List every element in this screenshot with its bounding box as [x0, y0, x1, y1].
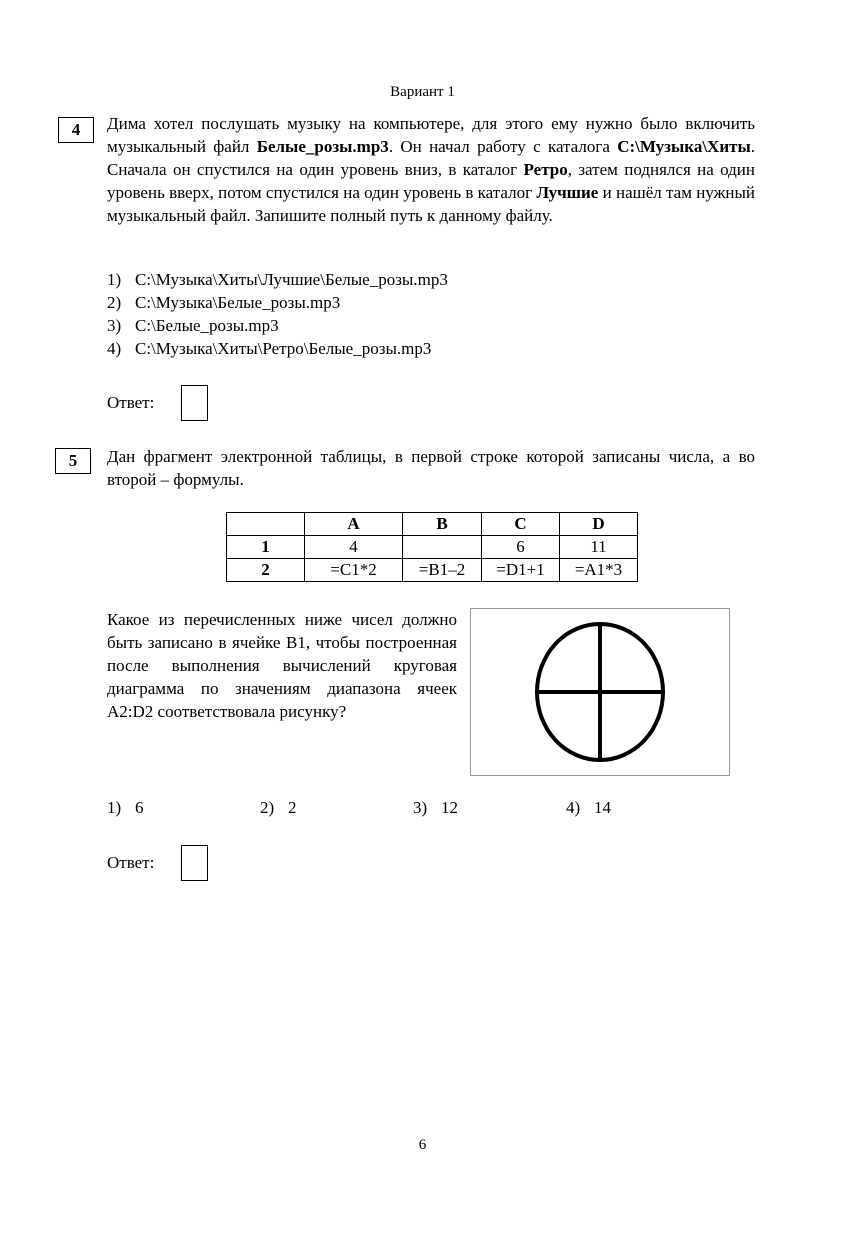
q4-filename: Белые_розы.mp3: [256, 137, 389, 156]
option-number: 4): [107, 339, 122, 358]
q4-text-part: и нашёл там нужный музыкальный файл. Запишите полный путь к данному файлу.: [107, 183, 755, 225]
table-header-row: [227, 513, 638, 536]
cell-b2: =B1–2: [403, 559, 482, 582]
q5-answer-label: Ответ:: [107, 853, 155, 872]
option-text: 14: [594, 798, 611, 817]
option-text: C:\Белые_розы.mp3: [135, 316, 279, 335]
q4-text-part: . Он начал работу с каталога: [388, 137, 618, 156]
q4-option-3: [107, 314, 279, 337]
q5-answer-box[interactable]: [181, 845, 208, 881]
cell-c1: 6: [482, 536, 560, 559]
q4-option-4: [107, 337, 431, 360]
question-number-5: 5: [55, 448, 91, 474]
cell-a2: =C1*2: [305, 559, 403, 582]
column-header-d: D: [560, 513, 638, 536]
table-row: [227, 536, 638, 559]
row-header-2: 2: [227, 559, 305, 582]
q4-start-directory: C:\Музыка\Хиты: [617, 137, 751, 156]
question-number-4: 4: [58, 117, 94, 143]
page-header-variant: Вариант 1: [390, 84, 455, 100]
q5-option-1: [107, 798, 144, 818]
pie-chart: [471, 609, 729, 775]
option-text: 12: [441, 798, 458, 817]
column-header-c: C: [482, 513, 560, 536]
q4-directory-best: Лучшие: [536, 183, 599, 202]
q4-directory-retro: Ретро: [523, 160, 568, 179]
option-number: 3): [107, 316, 122, 335]
option-number: 1): [107, 798, 122, 817]
table-row: [227, 559, 638, 582]
cell-c2: =D1+1: [482, 559, 560, 582]
pie-chart-frame: [470, 608, 730, 776]
cell-b1: [403, 536, 482, 559]
q4-text-part: , затем поднялся на один уровень вверх, потом спустился на один уровень в каталог: [107, 160, 755, 202]
q4-text-part: Дима хотел послушать музыку на компьютере, для этого ему нужно было включить музыкальный файл: [107, 114, 755, 156]
q5-option-3: [413, 798, 458, 818]
page-number: 6: [418, 1137, 427, 1153]
option-text: C:\Музыка\Хиты\Ретро\Белые_розы.mp3: [135, 339, 432, 358]
spreadsheet-fragment: [226, 512, 638, 582]
column-header-b: B: [403, 513, 482, 536]
q5-option-2: [260, 798, 297, 818]
q4-option-2: [107, 291, 340, 314]
option-number: 2): [107, 293, 122, 312]
corner-cell: [227, 513, 305, 536]
option-number: 4): [566, 798, 581, 817]
question-5-intro: Дан фрагмент электронной таблицы, в первой строке которой записаны числа, а во второй – формулы.: [107, 447, 755, 489]
cell-d2: =A1*3: [560, 559, 638, 582]
row-header-1: 1: [227, 536, 305, 559]
q5-option-4: [566, 798, 611, 818]
column-header-a: A: [305, 513, 403, 536]
option-number: 2): [260, 798, 275, 817]
option-number: 3): [413, 798, 428, 817]
cell-a1: 4: [305, 536, 403, 559]
option-number: 1): [107, 270, 122, 289]
option-text: C:\Музыка\Хиты\Лучшие\Белые_розы.mp3: [135, 270, 448, 289]
question-5-text: Какое из перечисленных ниже чисел должно быть записано в ячейке B1, чтобы построенная после выполнения вычислений круговая диаграмма по значениям диапазона ячеек A2:D2 соответствовала рисунку?: [107, 610, 457, 721]
question-4-text: [107, 112, 755, 227]
q4-text-part: . Сначала он спустился на один уровень вниз, в каталог: [107, 137, 755, 179]
q4-answer-box[interactable]: [181, 385, 208, 421]
cell-d1: 11: [560, 536, 638, 559]
option-text: C:\Музыка\Белые_розы.mp3: [135, 293, 341, 312]
option-text: 6: [135, 798, 144, 817]
q4-option-1: [107, 268, 448, 291]
option-text: 2: [288, 798, 297, 817]
q4-answer-label: Ответ:: [107, 393, 155, 412]
